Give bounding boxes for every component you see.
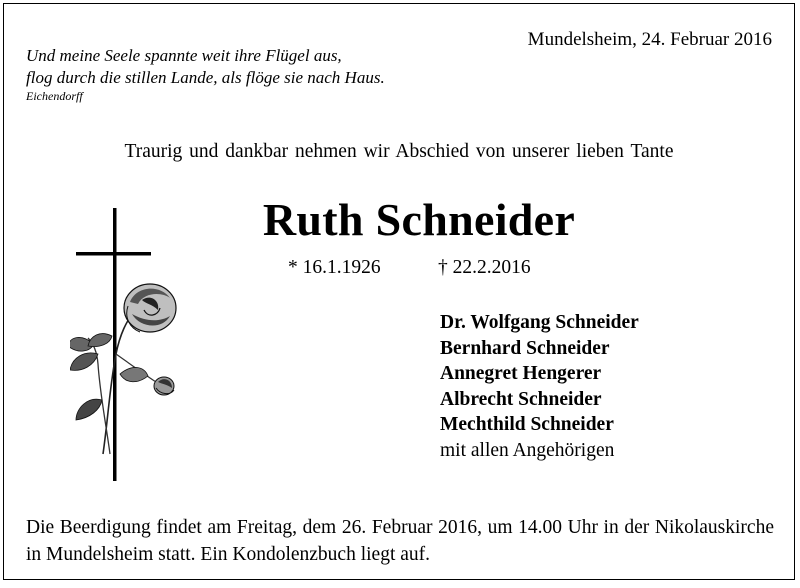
mourner-name: Annegret Hengerer: [440, 363, 602, 384]
intro-text: Traurig und dankbar nehmen wir Abschied von unserer lieben Tante: [124, 141, 674, 162]
poem-line: flog durch die stillen Lande, als flöge sie nach Haus.: [26, 68, 385, 87]
birth-date: * 16.1.1926: [288, 257, 381, 278]
poem-line: Und meine Seele spannte weit ihre Flügel aus,: [26, 46, 342, 65]
cross-with-rose-icon: [70, 204, 186, 484]
funeral-info: Die Beerdigung findet am Freitag, dem 26. Februar 2016, um 14.00 Uhr in der Nikolauskirche in Mundelsheim statt. Ein Kondolenzbuch liegt auf.: [26, 517, 774, 565]
obituary-notice: [3, 3, 795, 580]
death-date: † 22.2.2016: [438, 257, 531, 278]
place-date: Mundelsheim, 24. Februar 2016: [527, 29, 772, 50]
mourner-name: Dr. Wolfgang Schneider: [440, 312, 639, 333]
mourner-name: Bernhard Schneider: [440, 337, 610, 359]
mourner-name: Mechthild Schneider: [440, 414, 614, 435]
poem-quote: [26, 45, 385, 104]
deceased-name: Ruth Schneider: [262, 194, 576, 245]
mourners-tail: mit allen Angehörigen: [440, 439, 615, 461]
mourner-name: Albrecht Schneider: [440, 388, 602, 410]
mourners-list: [440, 310, 639, 463]
poem-author: Eichendorff: [26, 89, 83, 103]
